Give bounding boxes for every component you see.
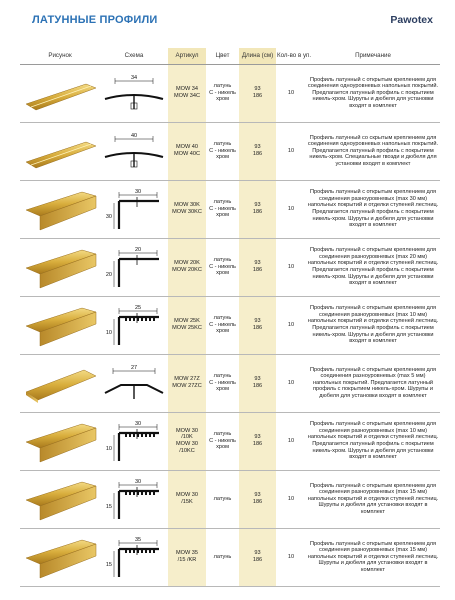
profile-picture — [20, 238, 100, 296]
scheme-drawing — [101, 69, 167, 117]
column-header-note: Примечание — [306, 48, 440, 64]
profile-image — [22, 186, 98, 232]
color-cell: латунь C - никель хром — [206, 296, 239, 354]
article-cell: MOW 30 /10K MOW 30 /10KC — [168, 412, 206, 470]
column-header-quantity: Кол-во в уп. — [276, 48, 306, 64]
length-cell: 93 186 — [239, 528, 276, 586]
profile-scheme — [100, 296, 168, 354]
note-cell: Профиль латунный с открытым креплением для соединения разноуровневых (max 5 мм) напольных покрытий. Предлагается латунный профиль с покрытием никель-хром. Шурупы и дюбеля для установки входят в комплект — [306, 354, 440, 412]
table-header-row — [20, 48, 440, 64]
profile-scheme — [100, 64, 168, 122]
column-header-color: Цвет — [206, 48, 239, 64]
page-header — [0, 0, 455, 38]
note-cell: Профиль латунный со скрытым креплением для соединения одноуровневых напольных покрытий. Предлагается латунный профиль с покрытием никель-хром. Специальные гвозди и дюбеля для установки входят в комплект — [306, 122, 440, 180]
quantity-cell: 10 — [276, 528, 306, 586]
profile-scheme — [100, 122, 168, 180]
article-cell: MOW 30 /15K — [168, 470, 206, 528]
quantity-cell: 10 — [276, 296, 306, 354]
dimension-label: 40 — [130, 133, 138, 139]
table-row — [20, 528, 440, 586]
dimension-label: 15 — [105, 562, 112, 568]
dimension-label: 27 — [130, 365, 138, 371]
profile-scheme — [100, 180, 168, 238]
table-row — [20, 238, 440, 296]
page-title: ЛАТУННЫЕ ПРОФИЛИ — [32, 14, 158, 26]
profile-image — [22, 302, 98, 348]
quantity-cell: 10 — [276, 354, 306, 412]
dimension-label: 10 — [105, 446, 112, 452]
length-cell: 93 186 — [239, 412, 276, 470]
column-header-scheme: Схема — [100, 48, 168, 64]
profile-scheme — [100, 470, 168, 528]
column-header-picture: Рисунок — [20, 48, 100, 64]
table-row — [20, 64, 440, 122]
dimension-label: 30 — [134, 479, 142, 485]
color-cell: латунь C - никель хром — [206, 354, 239, 412]
dimension-label: 30 — [134, 421, 142, 427]
profile-scheme — [100, 238, 168, 296]
color-cell: латунь C - никель хром — [206, 180, 239, 238]
profile-image — [22, 128, 98, 174]
profile-picture — [20, 412, 100, 470]
dimension-label: 34 — [130, 75, 138, 81]
profile-picture — [20, 122, 100, 180]
scheme-drawing — [101, 417, 167, 465]
article-cell: MOW 25K MOW 25KC — [168, 296, 206, 354]
scheme-drawing — [101, 359, 167, 407]
dimension-label: 10 — [105, 330, 112, 336]
length-cell: 93 186 — [239, 122, 276, 180]
profile-picture — [20, 354, 100, 412]
profile-picture — [20, 470, 100, 528]
note-cell: Профиль латунный с открытым креплением для соединения одноуровневых напольных покрытий. Предлагается латунный профиль с покрытием никель-хром. Шурупы и дюбеля для установки входят в комплект — [306, 64, 440, 122]
profile-image — [22, 360, 98, 406]
color-cell: латунь — [206, 528, 239, 586]
profile-picture — [20, 64, 100, 122]
quantity-cell: 10 — [276, 470, 306, 528]
scheme-drawing — [101, 475, 167, 523]
profile-image — [22, 534, 98, 580]
dimension-label: 20 — [105, 272, 112, 278]
color-cell: латунь C - никель хром — [206, 122, 239, 180]
scheme-drawing — [101, 533, 167, 581]
scheme-drawing — [101, 185, 167, 233]
dimension-label: 30 — [105, 214, 112, 220]
dimension-label: 30 — [134, 189, 142, 195]
quantity-cell: 10 — [276, 238, 306, 296]
length-cell: 93 186 — [239, 238, 276, 296]
length-cell: 93 186 — [239, 296, 276, 354]
dimension-label: 15 — [105, 504, 112, 510]
table-row — [20, 122, 440, 180]
column-header-article: Артикул — [168, 48, 206, 64]
scheme-drawing — [101, 301, 167, 349]
profile-image — [22, 244, 98, 290]
article-cell: MOW 30K MOW 30KC — [168, 180, 206, 238]
length-cell: 93 186 — [239, 354, 276, 412]
article-cell: MOW 27Z MOW 27ZC — [168, 354, 206, 412]
column-header-length: Длина (см) — [239, 48, 276, 64]
profile-picture — [20, 528, 100, 586]
length-cell: 93 186 — [239, 180, 276, 238]
scheme-drawing — [101, 243, 167, 291]
table-row — [20, 470, 440, 528]
note-cell: Профиль латунный с открытым креплением для соединения разноуровневых (max 15 мм) напольных покрытий и отделки ступеней лестниц. Шурупы и дюбеля для установки входят в комплект — [306, 528, 440, 586]
quantity-cell: 10 — [276, 180, 306, 238]
note-cell: Профиль латунный с открытым креплением для соединения разноуровневых (max 15 мм) напольных покрытий и отделки ступеней лестниц. Шурупы и дюбеля для установки входят в комплект — [306, 470, 440, 528]
note-cell: Профиль латунный с открытым креплением для соединения разноуровневых (max 10 мм) напольных покрытий и отделки ступеней лестниц. Предлагается латунный профиль с покрытием никель-хром. Шурупы и дюбеля для установки входят в комплект — [306, 412, 440, 470]
article-cell: MOW 20K MOW 20KC — [168, 238, 206, 296]
dimension-label: 25 — [134, 305, 142, 311]
dimension-label: 20 — [134, 247, 142, 253]
profile-image — [22, 70, 98, 116]
color-cell: латунь C - никель хром — [206, 238, 239, 296]
profile-picture — [20, 296, 100, 354]
dimension-label: 35 — [134, 537, 142, 543]
note-cell: Профиль латунный с открытым креплением для соединения разноуровневых (max 10 мм) напольных покрытий и отделки ступеней лестниц. Предлагается латунный профиль с покрытием никель-хром. Шурупы и дюбеля для установки входят в комплект — [306, 296, 440, 354]
brand-logo: Pawotex — [390, 14, 433, 26]
profiles-table — [20, 48, 440, 587]
profile-image — [22, 418, 98, 464]
quantity-cell: 10 — [276, 64, 306, 122]
note-cell: Профиль латунный с открытым креплением для соединения разноуровневых (max 20 мм) напольных покрытий и отделки ступеней лестниц. Предлагается латунный профиль с покрытием никель-хром. Шурупы и дюбеля для установки входят в комплект — [306, 238, 440, 296]
profile-scheme — [100, 354, 168, 412]
table-row — [20, 354, 440, 412]
profile-scheme — [100, 412, 168, 470]
table-row — [20, 412, 440, 470]
article-cell: MOW 34 MOW 34C — [168, 64, 206, 122]
table-row — [20, 296, 440, 354]
color-cell: латунь C - никель хром — [206, 412, 239, 470]
color-cell: латунь — [206, 470, 239, 528]
scheme-drawing — [101, 127, 167, 175]
profile-scheme — [100, 528, 168, 586]
profile-picture — [20, 180, 100, 238]
quantity-cell: 10 — [276, 412, 306, 470]
article-cell: MOW 40 MOW 40C — [168, 122, 206, 180]
length-cell: 93 186 — [239, 470, 276, 528]
article-cell: MOW 35 /15 /KR — [168, 528, 206, 586]
color-cell: латунь C - никель хром — [206, 64, 239, 122]
profile-image — [22, 476, 98, 522]
length-cell: 93 186 — [239, 64, 276, 122]
note-cell: Профиль латунный с открытым креплением для соединения разноуровневых (max 30 мм) напольных покрытий и отделки ступеней лестниц. Предлагается латунный профиль с покрытием никель-хром. Шурупы и дюбеля для установки входят в комплект — [306, 180, 440, 238]
table-row — [20, 180, 440, 238]
quantity-cell: 10 — [276, 122, 306, 180]
